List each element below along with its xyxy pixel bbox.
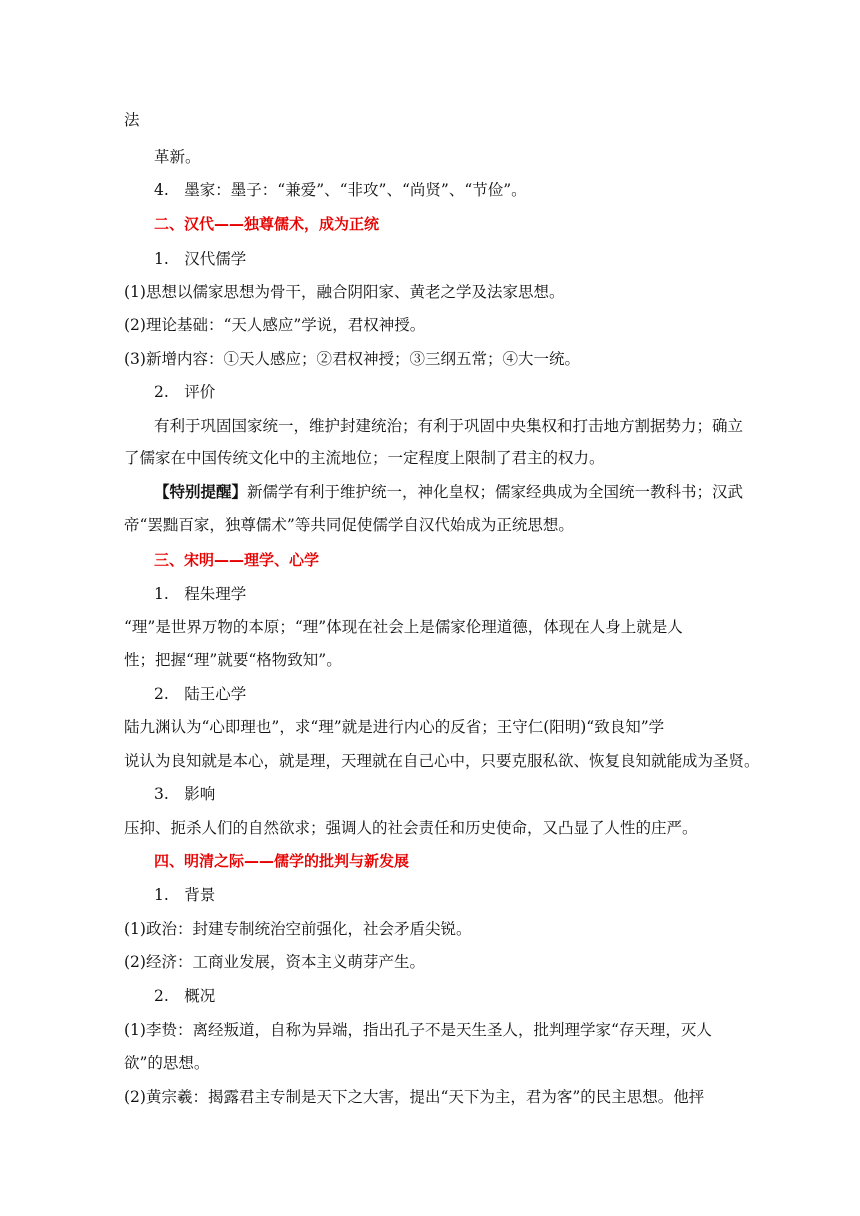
text-line: (1)政治：封建专制统治空前强化，社会矛盾尖锐。: [124, 920, 472, 938]
paragraph-line: 说认为良知就是本心，就是理，天理就在自己心中，只要克服私欲、恢复良知就能成为圣贤。: [124, 752, 760, 770]
text-line: 法: [124, 111, 140, 129]
subheading: 3. 影响: [154, 785, 216, 803]
text-line: 革新。: [154, 148, 201, 166]
list-item: 4. 墨家：墨子：“兼爱”、“非攻”、“尚贤”、“节俭”。: [154, 181, 527, 199]
section-heading: 二、汉代——独尊儒术，成为正统: [154, 215, 380, 233]
text-line: (1)思想以儒家思想为骨干，融合阴阳家、黄老之学及法家思想。: [124, 283, 565, 301]
section-heading: 四、明清之际——儒学的批判与新发展: [154, 852, 410, 870]
paragraph-line: 陆九渊认为“心即理也”，求“理”就是进行内心的反省；王守仁(阳明)“致良知”学: [124, 718, 665, 736]
paragraph-line: 压抑、扼杀人们的自然欲求；强调人的社会责任和历史使命，又凸显了人性的庄严。: [124, 819, 698, 837]
subheading: 1. 程朱理学: [154, 585, 247, 603]
subheading: 2. 评价: [154, 383, 216, 401]
note-line: 【特别提醒】新儒学有利于维护统一，神化皇权；儒家经典成为全国统一教科书；汉武: [154, 482, 744, 501]
paragraph-line: 性；把握“理”就要“格物致知”。: [124, 651, 342, 669]
text-line: (2)理论基础：“天人感应”学说，君权神授。: [124, 316, 426, 334]
paragraph-line: 欲”的思想。: [124, 1054, 210, 1072]
section-heading: 三、宋明——理学、心学: [154, 551, 320, 569]
paragraph-line: 有利于巩固国家统一，维护封建统治；有利于巩固中央集权和打击地方割据势力；确立: [154, 417, 744, 435]
subheading: 2. 概况: [154, 987, 216, 1005]
subheading: 2. 陆王心学: [154, 685, 247, 703]
text-line: (2)经济：工商业发展，资本主义萌芽产生。: [124, 953, 425, 971]
paragraph-line: “理”是世界万物的本原；“理”体现在社会上是儒家伦理道德，体现在人身上就是人: [124, 618, 683, 636]
subheading: 1. 汉代儒学: [154, 250, 247, 268]
text-line: (3)新增内容：①天人感应；②君权神授；③三纲五常；④大一统。: [124, 350, 580, 368]
paragraph-line: (1)李贽：离经叛道，自称为异端，指出孔子不是天生圣人，批判理学家“存天理，灭人: [124, 1021, 712, 1039]
paragraph-line: (2)黄宗羲：揭露君主专制是天下之大害，提出“天下为主，君为客”的民主思想。他抨: [124, 1088, 705, 1106]
note-label: 【特别提醒】: [154, 482, 248, 501]
paragraph-line: 了儒家在中国传统文化中的主流地位；一定程度上限制了君主的权力。: [124, 449, 605, 467]
subheading: 1. 背景: [154, 886, 216, 904]
note-line: 帝“罢黜百家，独尊儒术”等共同促使儒学自汉代始成为正统思想。: [124, 516, 574, 534]
